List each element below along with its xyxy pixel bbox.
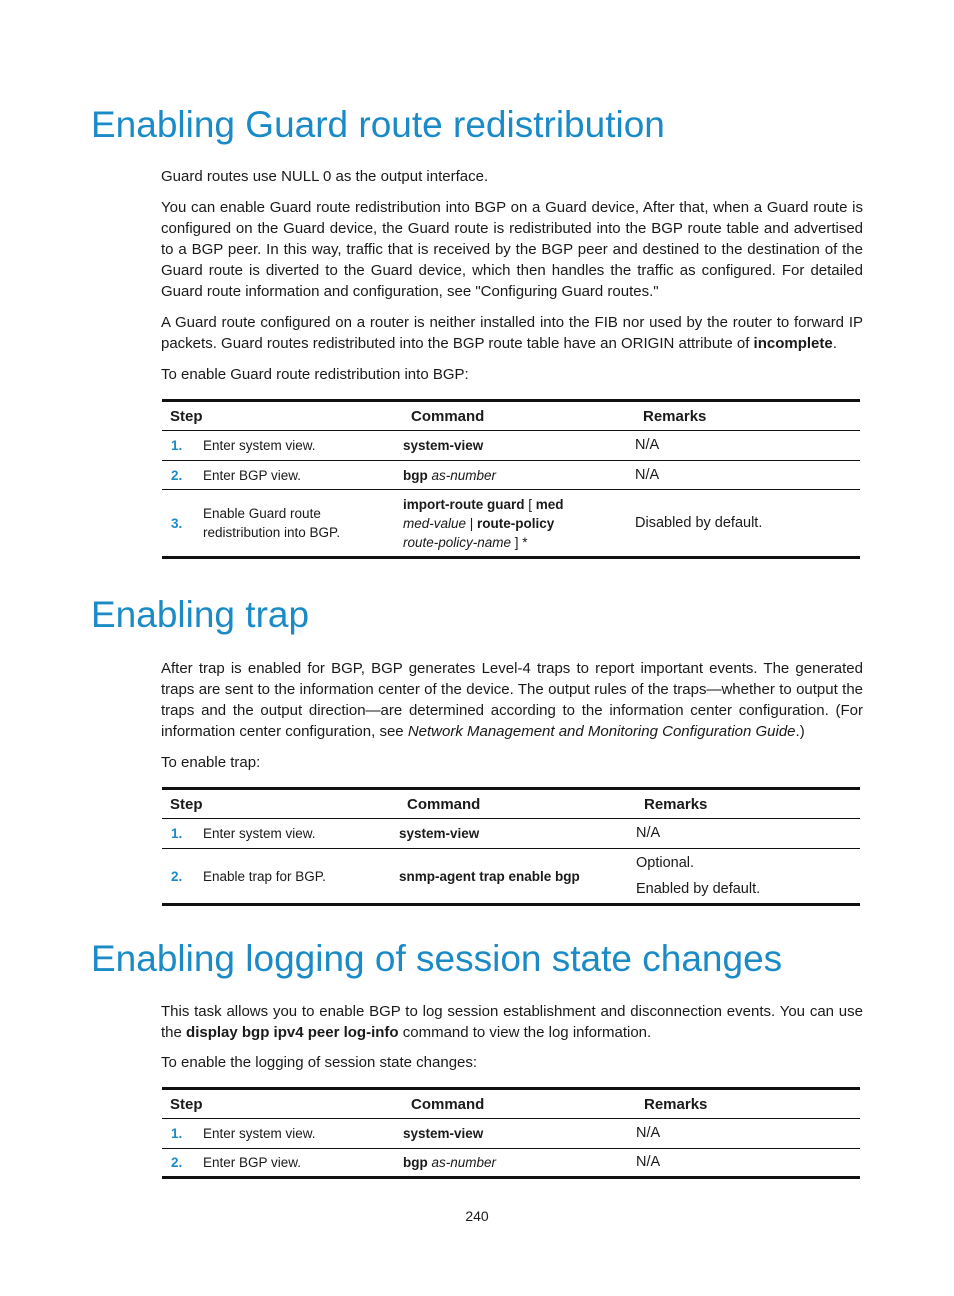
table-row — [162, 431, 860, 461]
paragraph: Guard routes use NULL 0 as the output interface. — [161, 168, 489, 185]
table-row — [162, 490, 860, 558]
step-remarks: N/A — [635, 437, 660, 453]
step-number: 2. — [171, 467, 183, 483]
keyword-incomplete: incomplete — [753, 335, 833, 352]
guard-route-steps-table — [162, 399, 860, 559]
step-remarks: Optional. Enabled by default. — [636, 855, 761, 897]
column-header-remarks: Remarks — [643, 407, 707, 425]
table-row — [162, 1119, 860, 1149]
column-header-step: Step — [170, 407, 203, 425]
column-header-step: Step — [170, 1095, 203, 1113]
guide-reference: Network Management and Monitoring Configuration Guide — [407, 723, 796, 740]
table-header-row — [162, 1089, 860, 1119]
column-header-remarks: Remarks — [644, 1095, 708, 1113]
table-row — [162, 849, 860, 905]
logging-steps-table — [162, 1087, 860, 1179]
table-row — [162, 1149, 860, 1178]
column-header-command: Command — [411, 407, 485, 425]
step-command: system-view — [399, 826, 480, 841]
column-header-command: Command — [411, 1095, 485, 1113]
step-command: import-route guard [ med med-value | route-policy route-policy-name ] * — [403, 496, 564, 550]
step-remarks: N/A — [636, 1125, 661, 1141]
section-title-trap: Enabling trap — [91, 594, 310, 635]
command-reference: display bgp ipv4 peer log-info — [186, 1024, 399, 1041]
paragraph: This task allows you to enable BGP to log session establishment and disconnection events. You can use the display bgp ipv4 peer log-info command to view the log information. — [161, 1003, 863, 1041]
step-description: Enter BGP view. — [203, 467, 302, 483]
step-description: Enter system view. — [203, 826, 316, 841]
paragraph: To enable the logging of session state changes: — [161, 1054, 478, 1071]
table-row — [162, 819, 860, 849]
step-description: Enter BGP view. — [203, 1155, 302, 1170]
trap-steps-table — [162, 787, 860, 906]
step-number: 1. — [171, 826, 183, 841]
step-command: system-view — [403, 438, 484, 453]
paragraph: After trap is enabled for BGP, BGP generates Level-4 traps to report important events. The generated traps are sent to the information center of the device. The output rules of the traps—whether to output the traps and the output direction—are determined according to the information center configuration. (For information center configuration, see Network Management and Monitoring Configuration Guide.) — [161, 660, 863, 740]
step-description: Enable trap for BGP. — [203, 868, 326, 884]
step-description: Enable Guard route redistribution into BGP. — [203, 506, 341, 540]
table-row — [162, 461, 860, 490]
step-remarks: N/A — [635, 466, 660, 483]
column-header-command: Command — [407, 795, 481, 813]
step-number: 1. — [171, 1126, 183, 1141]
page-number: 240 — [465, 1208, 489, 1224]
paragraph: You can enable Guard route redistribution into BGP on a Guard device, After that, when a Guard route is configured on the Guard device, the Guard route is redistributed into the BGP route table and advertised to a BGP peer. In this way, traffic that is received by the BGP peer and destined to the destination of the Guard route is diverted to the Guard device, which then handles the traffic as configured. For detailed Guard route information and configuration, see "Configuring Guard routes." — [161, 199, 863, 300]
step-number: 1. — [171, 438, 183, 453]
column-header-step: Step — [170, 795, 203, 813]
step-command: bgp as-number — [403, 1155, 497, 1170]
step-command: snmp-agent trap enable bgp — [399, 868, 580, 884]
step-number: 2. — [171, 1155, 183, 1170]
step-remarks: Disabled by default. — [635, 514, 763, 531]
table-header-row — [162, 789, 860, 819]
step-remarks: N/A — [636, 1154, 661, 1170]
step-number: 3. — [171, 515, 183, 531]
paragraph: A Guard route configured on a router is neither installed into the FIB nor used by the router to forward IP packets. Guard routes redistributed into the BGP route table have an ORIGIN attribute of incomplete. — [161, 314, 863, 352]
paragraph: To enable trap: — [161, 754, 261, 771]
step-command: system-view — [403, 1126, 484, 1141]
section-title-guard-route: Enabling Guard route redistribution — [91, 104, 665, 145]
step-remarks: N/A — [636, 825, 661, 841]
step-description: Enter system view. — [203, 438, 316, 453]
column-header-remarks: Remarks — [644, 795, 708, 813]
step-description: Enter system view. — [203, 1126, 316, 1141]
table-header-row — [162, 401, 860, 431]
step-command: bgp as-number — [403, 467, 497, 483]
step-number: 2. — [171, 868, 183, 884]
section-title-logging: Enabling logging of session state changes — [91, 938, 783, 979]
paragraph: To enable Guard route redistribution into BGP: — [161, 366, 469, 383]
